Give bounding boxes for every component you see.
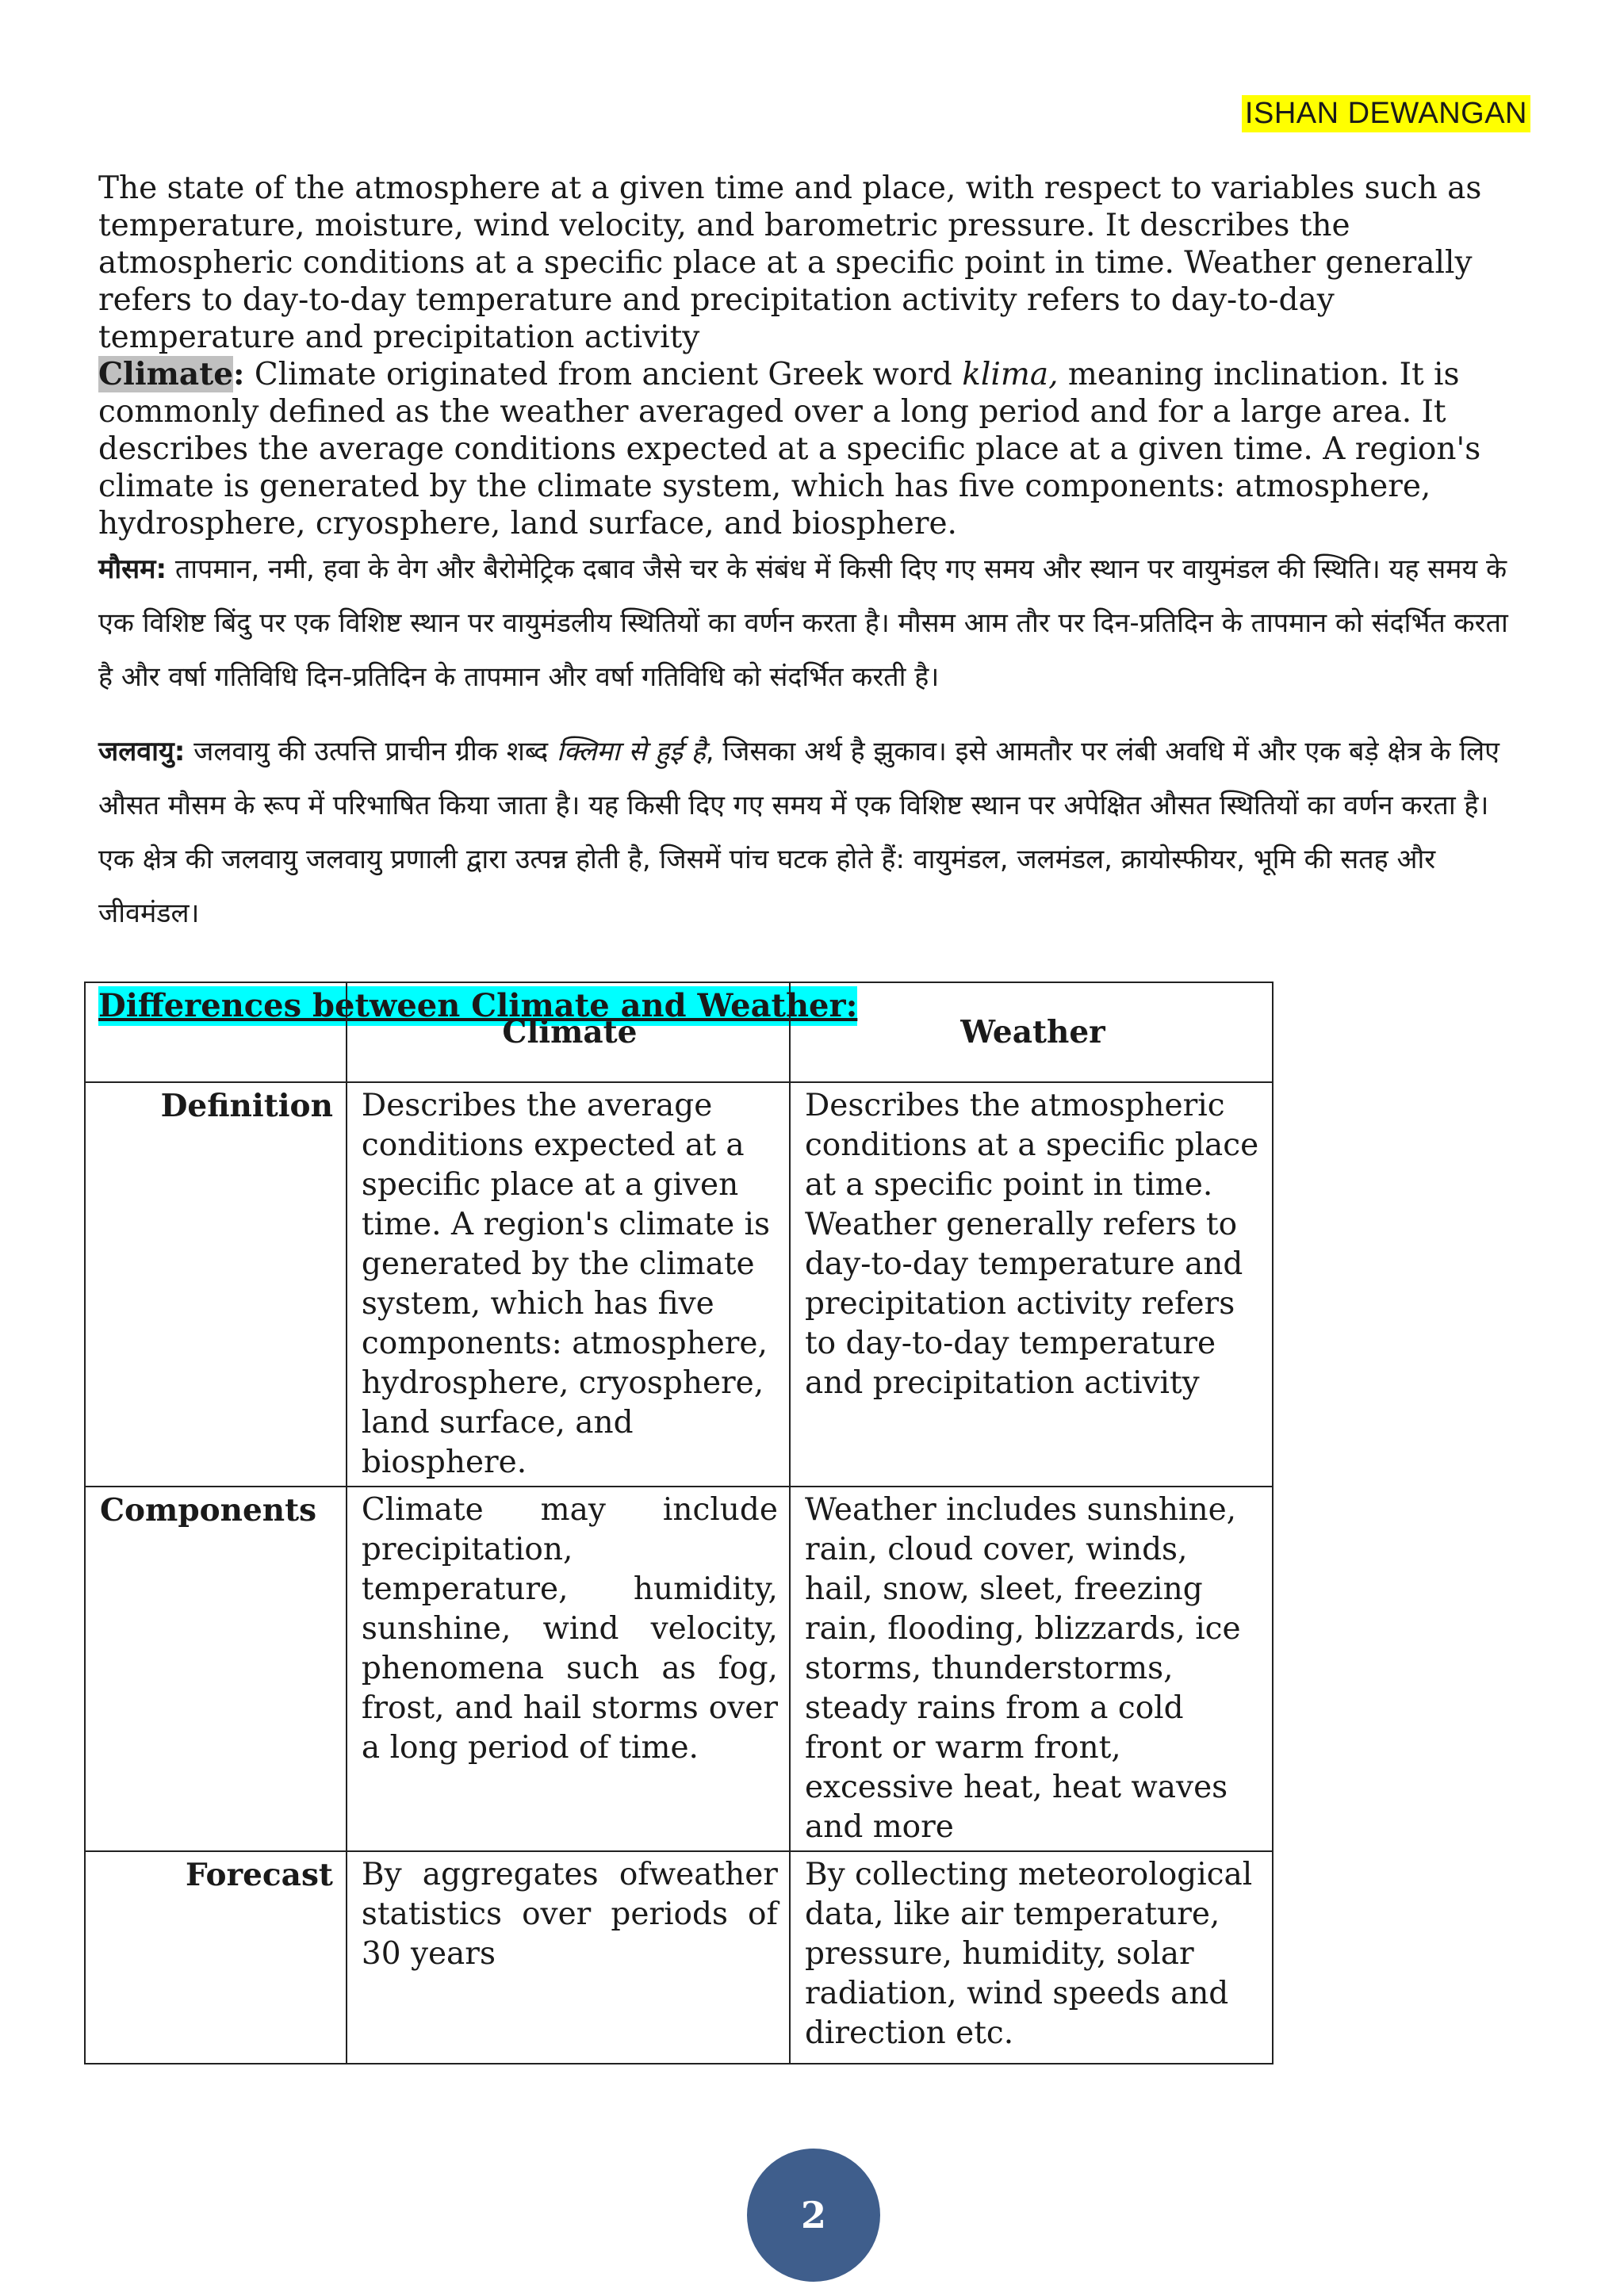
weather-definition-paragraph: The state of the atmosphere at a given time and place, with respect to variables such as temperature, moisture, wind velocity, and barometric pressure. It describes the atmospheric conditions at a specific place at a specific point in time. Weather generally refers to day-to-day temperature and precipitation activity refers to day-to-day temperature and precipitation activity	[98, 170, 1482, 355]
weather-forecast-cell: By collecting meteorological data, like air temperature, pressure, humidity, solar radiation, wind speeds and direction etc.	[790, 1851, 1273, 2064]
comparison-table	[84, 982, 1274, 2064]
hindi-weather-text: तापमान, नमी, हवा के वेग और बैरोमेट्रिक दबाव जैसे चर के संबंध में किसी दिए गए समय और स्थान पर वायुमंडल की स्थिति। यह समय के एक विशिष्ट बिंदु पर एक विशिष्ट स्थान पर वायुमंडलीय स्थितियों का वर्णन करता है। मौसम आम तौर पर दिन-प्रतिदिन के तापमान को संदर्भित करता है और वर्षा गतिविधि दिन-प्रतिदिन के तापमान और वर्षा गतिविधि को संदर्भित करती है।	[98, 553, 1508, 693]
row-label-forecast: Forecast	[85, 1851, 347, 2064]
hindi-climate-text-before: जलवायु की उत्पत्ति प्राचीन ग्रीक शब्द	[185, 736, 557, 767]
climate-components-cell: Climate may include precipitation, temperature, humidity, sunshine, wind velocity, phenomena such as fog, frost, and hail storms over a long period of time.	[347, 1487, 790, 1851]
hindi-climate-text-after: , जिसका अर्थ है झुकाव। इसे आमतौर पर लंबी अवधि में और एक बड़े क्षेत्र के लिए औसत मौसम के रूप में परिभाषित किया जाता है। यह किसी दिए गए समय में एक विशिष्ट स्थान पर अपेक्षित औसत स्थितियों का वर्णन करता है। एक क्षेत्र की जलवायु जलवायु प्रणाली द्वारा उत्पन्न होती है, जिसमें पांच घटक होते हैं: वायुमंडल, जलमंडल, क्रायोस्फीयर, भूमि की सतह और जीवमंडल।	[98, 736, 1500, 929]
climate-definition-cell: Describes the average conditions expected at a specific place at a given time. A region's climate is generated by the climate system, which has five components: atmosphere, hydrosphere, cryosphere, land surface, and biosphere.	[347, 1082, 790, 1487]
author-name: ISHAN DEWANGAN	[1242, 95, 1530, 132]
row-label-components: Components	[85, 1487, 347, 1851]
climate-definition-paragraph	[98, 356, 1526, 542]
climate-text-before: Climate originated from ancient Greek word	[244, 357, 963, 392]
table-row	[85, 1487, 1273, 1851]
climate-text-after: meaning inclination. It is commonly defined as the weather averaged over a long period and for a large area. It describes the average conditions expected at a specific place at a given time. A region's climate is generated by the climate system, which has five components: atmosphere, hydrosphere, cryosphere, land surface, and biosphere.	[98, 357, 1481, 541]
table-row	[85, 1082, 1273, 1487]
hindi-climate-term: जलवायु:	[98, 736, 186, 767]
climate-italic-word: klima,	[962, 357, 1059, 392]
climate-column-header: Climate	[347, 982, 790, 1082]
climate-term: Climate	[98, 356, 234, 392]
climate-forecast-cell: By aggregates ofweather statistics over periods of 30 years	[347, 1851, 790, 2064]
section-title: Differences between Climate and Weather:	[98, 987, 858, 1024]
table-row	[85, 1851, 1273, 2064]
hindi-weather-term: मौसम:	[98, 553, 167, 585]
hindi-climate-italic: क्लिमा से हुई है	[557, 736, 706, 767]
weather-components-cell: Weather includes sunshine, rain, cloud cover, winds, hail, snow, sleet, freezing rain, flooding, blizzards, ice storms, thunderstorms, steady rains from a cold front or warm front, excessive heat, heat waves and more	[790, 1487, 1273, 1851]
hindi-climate-paragraph	[98, 725, 1526, 940]
table-corner-cell	[85, 982, 347, 1082]
hindi-weather-paragraph	[98, 542, 1526, 704]
table-header-row	[85, 982, 1273, 1082]
page-number-badge: 2	[747, 2149, 880, 2282]
weather-column-header: Weather	[790, 982, 1273, 1082]
page-body	[98, 170, 1526, 1026]
climate-term-colon: :	[233, 356, 245, 392]
row-label-definition: Definition	[85, 1082, 347, 1487]
weather-definition-cell: Describes the atmospheric conditions at a specific place at a specific point in time. Weather generally refers to day-to-day temperature and precipitation activity refers to day-to-day temperature and precipitation activity	[790, 1082, 1273, 1487]
